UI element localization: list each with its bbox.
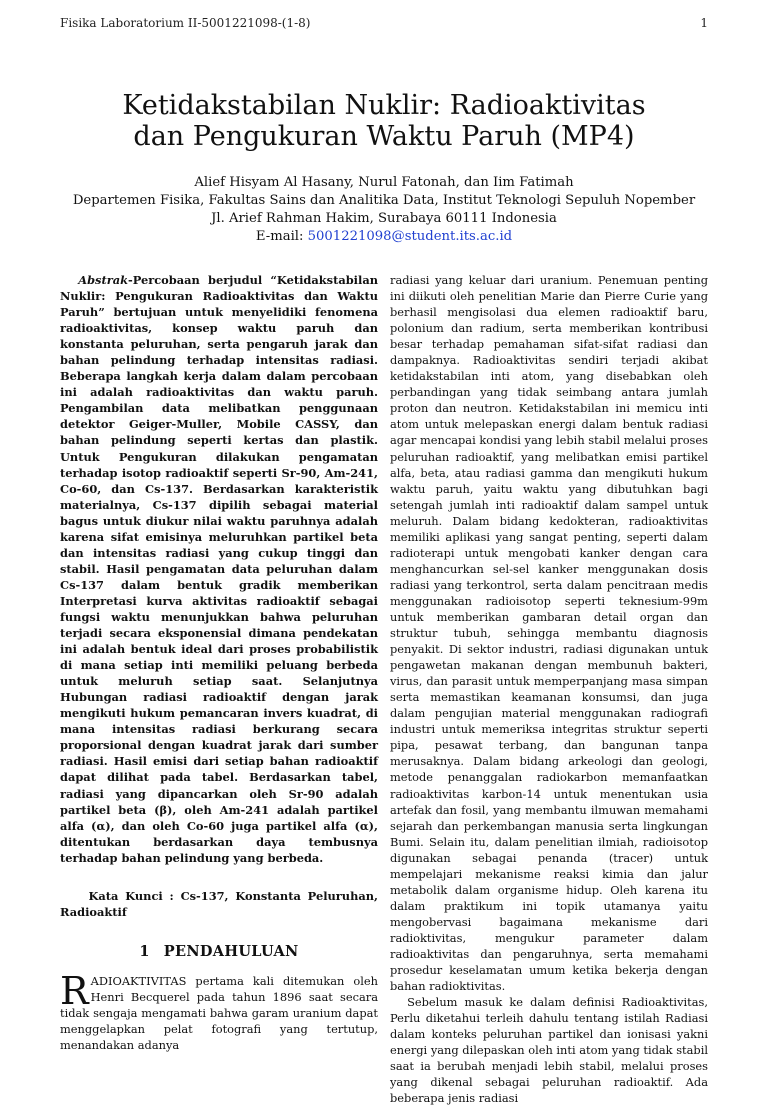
abstract-text: -Percobaan berjudul “Ketidakstabilan Nuklir: Pengukuran Radioaktivitas dan Waktu Paruh” bertujuan untuk menyelidiki fenomena radioaktivitas, konsep waktu paruh dan konstanta peluruhan, serta pengaruh jarak dan bahan pelindung terhadap intensitas radiasi. Beberapa langkah kerja dalam dalam percobaan ini adalah radioaktivitas dan waktu paruh. Pengambilan data melibatkan penggunaan detektor Geiger-Muller, Mobile CASSY, dan bahan pelindung seperti kertas dan plastik. Untuk Pengukuran dilakukan pengamatan terhadap isotop radioaktif seperti Sr-90, Am-241, Co-60, dan Cs-137. Berdasarkan karakteristik materialnya, Cs-137 dipilih sebagai material bagus untuk diukur nilai waktu paruhnya adalah karena sifat emisinya meluruhkan partikel beta dan intensitas radiasi yang cukup tinggi dan stabil. Hasil pengamatan data peluruhan dalam Cs-137 dalam bentuk gradik memberikan Interpretasi kurva aktivitas radioaktif sebagai fungsi waktu menunjukkan bahwa peluruhan terjadi secara eksponensial dimana pendekatan ini adalah bentuk ideal dari proses probabilistik di mana setiap inti memiliki peluang berbeda untuk meluruh setiap saat. Selanjutnya Hubungan radiasi radioaktif dengan jarak mengikuti hukum pemancaran invers kuadrat, di mana intensitas radiasi berkurang secara proporsional dengan kuadrat jarak dari sumber radiasi. Hasil emisi dari setiap bahan radioaktif dapat dilihat pada tabel. Berdasarkan tabel, radiasi yang dipancarkan oleh Sr-90 adalah partikel beta (β), oleh Am-241 adalah partikel alfa (α), dan oleh Co-60 juga partikel alfa (α), ditentukan berdasarkan daya tembusnya terhadap bahan pelindung yang berbeda. — [60, 273, 378, 865]
keywords-label: Kata Kunci : — [88, 888, 181, 903]
email-line — [40, 228, 728, 246]
paper-title-line-2: dan Pengukuran Waktu Paruh (MP4) — [133, 121, 635, 152]
paper-title-line-1: Ketidakstabilan Nuklir: Radioaktivitas — [122, 90, 646, 121]
affiliation: Departemen Fisika, Fakultas Sains dan Analitika Data, Institut Teknologi Sepuluh Nopember — [72, 193, 696, 208]
left-column — [60, 272, 378, 1053]
drop-cap: R — [60, 968, 89, 1013]
section-heading — [60, 944, 378, 960]
author-names: Alief Hisyam Al Hasany, Nurul Fatonah, dan Iim Fatimah — [194, 175, 574, 190]
author-block — [40, 174, 728, 246]
page-number: 1 — [700, 16, 708, 30]
intro-text: ADIOAKTIVITAS pertama kali ditemukan oleh Henri Becquerel pada tahun 1896 saat secara tidak sengaja mengamati bahwa garam uranium dapat menggelapkan pelat fotografi yang tertutup, menandakan adanya — [60, 973, 378, 1053]
section-title: PENDAHULUAN — [163, 942, 299, 960]
address: Jl. Arief Rahman Hakim, Surabaya 60111 Indonesia — [211, 211, 557, 226]
right-column — [390, 272, 708, 1106]
section-number: 1 — [139, 942, 150, 960]
intro-paragraph — [60, 968, 378, 1053]
body-paragraph-2: Sebelum masuk ke dalam definisi Radioaktivitas, Perlu diketahui terleih dahulu tentang istilah Radiasi dalam konteks peluruhan partikel dan ionisasi yakni energi yang dilepaskan oleh inti atom yang tidak stabil saat ia berubah menjadi lebih stabil, melalui proses yang dikenal sebagai peluruhan radioaktif. Ada beberapa jenis radiasi — [390, 995, 708, 1106]
paper-title — [60, 90, 708, 152]
keywords-text: Cs-137, Konstanta Peluruhan, Radioaktif — [60, 888, 378, 919]
email-label: E-mail: — [255, 229, 308, 244]
abstract-label: Abstrak — [78, 273, 128, 287]
running-header — [60, 16, 708, 30]
keywords — [60, 888, 378, 920]
email-link[interactable]: 5001221098@student.its.ac.id — [307, 229, 513, 244]
running-title: Fisika Laboratorium II-5001221098-(1-8) — [60, 16, 311, 30]
abstract — [60, 272, 378, 866]
body-paragraph-1: radiasi yang keluar dari uranium. Penemuan penting ini diikuti oleh penelitian Marie dan Pierre Curie yang berhasil mengisolasi dua elemen radioaktif baru, polonium dan radium, serta memberikan kontribusi besar terhadap pemahaman sifat-sifat radiasi dan dampaknya. Radioaktivitas sendiri terjadi akibat ketidakstabilan inti atom, yang disebabkan oleh perbandingan yang tidak seimbang antara jumlah proton dan neutron. Ketidakstabilan ini memicu inti atom untuk melepaskan energi dalam bentuk radiasi agar mencapai kondisi yang lebih stabil melalui proses peluruhan radioaktif, yang melibatkan emisi partikel alfa, beta, atau radiasi gamma dan mengikuti hukum waktu paruh, yaitu waktu yang dibutuhkan bagi setengah jumlah inti radioaktif dalam sampel untuk meluruh. Dalam bidang kedokteran, radioaktivitas memiliki aplikasi yang sangat penting, seperti dalam radioterapi untuk mengobati kanker dengan cara menghancurkan sel-sel kanker menggunakan dosis radiasi yang terkontrol, serta dalam pencitraan medis menggunakan radioisotop seperti teknesium-99m untuk memberikan gambaran detail organ dan struktur tubuh, sehingga membantu diagnosis penyakit. Di sektor industri, radiasi digunakan untuk pengawetan makanan dengan membunuh bakteri, virus, dan parasit untuk memperpanjang masa simpan serta memastikan keamanan konsumsi, dan juga dalam pengujian material menggunakan radiografi industri untuk memeriksa integritas struktur seperti pipa, pesawat terbang, dan bangunan tanpa merusaknya. Dalam bidang arkeologi dan geologi, metode penanggalan radiokarbon memanfaatkan radioaktivitas karbon-14 untuk menentukan usia artefak dan fosil, yang membantu ilmuwan memahami sejarah dan perkembangan manusia serta lingkungan Bumi. Selain itu, dalam penelitian ilmiah, radioisotop digunakan sebagai penanda (tracer) untuk mempelajari mekanisme reaksi kimia dan jalur metabolik dalam organisme hidup. Oleh karena itu dalam praktikum ini topik utamanya yaitu mengobervasi bagaimana mekanisme dari radioktivitas, mengukur parameter dalam radioaktivitas dan pengaruhnya, serta memahami prosedur keselamatan umum ketika bekerja dengan bahan radioktivitas. — [390, 273, 708, 994]
